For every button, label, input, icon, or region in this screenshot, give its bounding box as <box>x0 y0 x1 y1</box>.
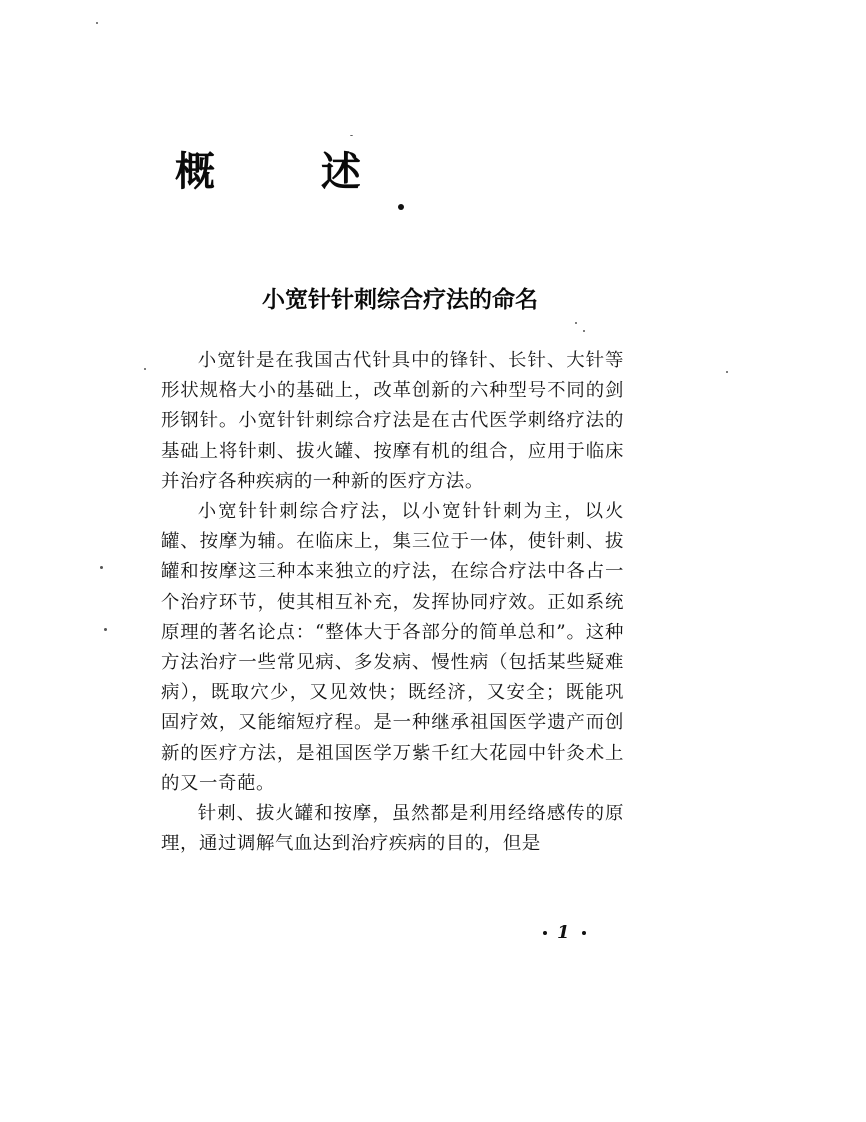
body-text <box>161 346 624 859</box>
paragraph-2: 小宽针针刺综合疗法，以小宽针针刺为主，以火罐、按摩为辅。在临床上，集三位于一体，使针刺、拔罐和按摩这三种本来独立的疗法，在综合疗法中各占一个治疗环节，使其相互补充，发挥协同疗效。正如系统原理的著名论点：“整体大于各部分的简单总和”。这种方法治疗一些常见病、多发病、慢性病（包括某些疑难病），既取穴少，又见效快；既经济，又安全；既能巩固疗效，又能缩短疗程。是一种继承祖国医学遗产而创新的医疗方法，是祖国医学万紫千红大花园中针灸术上的又一奇葩。 <box>161 501 624 794</box>
page-number <box>533 922 596 943</box>
page-number-dot-right <box>582 931 586 935</box>
page-number-dot-left <box>543 931 547 935</box>
scan-speck <box>144 368 146 370</box>
scan-speck <box>726 371 728 373</box>
paragraph-3: 针刺、拔火罐和按摩，虽然都是利用经络感传的原理，通过调解气血达到治疗疾病的目的，但是 <box>161 803 624 855</box>
chapter-title: 概 述 <box>175 149 407 195</box>
scan-speck <box>104 628 107 631</box>
scan-speck <box>575 322 577 324</box>
paragraph-1: 小宽针是在我国古代针具中的锋针、长针、大针等形状规格大小的基础上，改革创新的六种型号不同的剑形钢针。小宽针针刺综合疗法是在古代医学刺络疗法的基础上将针刺、拔火罐、按摩有机的组合，应用于临床并治疗各种疾病的一种新的医疗方法。 <box>161 350 624 492</box>
section-title: 小宽针针刺综合疗法的命名 <box>262 287 538 313</box>
scan-speck <box>583 330 585 332</box>
title-dot-mark <box>398 204 404 210</box>
scan-speck <box>96 22 98 24</box>
scan-speck <box>350 135 353 136</box>
page-number-value: 1 <box>557 922 572 943</box>
scan-speck <box>100 566 103 569</box>
